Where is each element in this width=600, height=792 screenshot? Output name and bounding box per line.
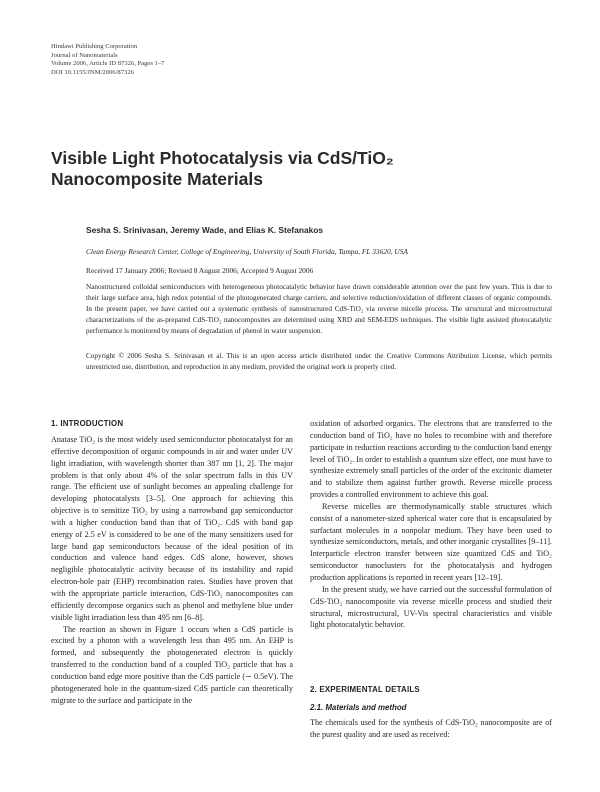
publisher-line: Hindawi Publishing Corporation bbox=[51, 43, 138, 50]
subsection-2-1-heading: 2.1. Materials and method bbox=[310, 703, 407, 712]
methods-text bbox=[310, 717, 552, 741]
intro-paragraph-4: Reverse micelles are thermodynamically stable structures which consist of a nanometer-sized spherical water core that is encapsulated by surfactant molecules in a nonpolar medium. They have been used to synthesize semiconductors, metals, and other inorganic crystallites [9–11]. Interparticle electron transfer between size quantized CdS and TiO₂ semiconductor nanoclusters for the photocatalysis and hydrogen production applications is reported in recent years [12–19]. bbox=[310, 501, 552, 582]
title-line-1: Visible Light Photocatalysis via CdS/TiO₂ bbox=[51, 148, 394, 168]
subsection-2-1 bbox=[310, 702, 552, 714]
intro-paragraph-5: In the present study, we have carried out the successful formulation of CdS-TiO₂ nanocomposite via reverse micelle process and studied their structural, microstructural, UV-Vis spectral characteristics and visible light photocatalytic behavior. bbox=[310, 584, 552, 630]
intro-paragraphs-left bbox=[51, 434, 293, 706]
paper-title bbox=[51, 148, 531, 190]
section-1-heading: 1. INTRODUCTION bbox=[51, 419, 124, 428]
journal-line: Journal of Nanomaterials bbox=[51, 51, 118, 59]
right-column bbox=[310, 418, 552, 631]
doi-line: DOI 10.1155/JNM/2006/87326 bbox=[51, 68, 134, 76]
section-2-heading: 2. EXPERIMENTAL DETAILS bbox=[310, 685, 420, 694]
affiliation: Clean Energy Research Center, College of Engineering, University of South Florida, Tampa, FL 33620, USA bbox=[86, 247, 408, 256]
abstract: Nanostructured colloidal semiconductors with heterogeneous photocatalytic behavior have drawn considerable attention over the past few years. This is due to their large surface area, high redox potential of the photogenerated charge carriers, and selective reduction/oxidation of different classes of organic compounds. In the present paper, we have carried out a systematic synthesis of nanostructured CdS-TiO₂ via reverse micelle process. The structural and microstructural characterizations of the as-prepared CdS-TiO₂ nanocomposites are determined using XRD and SEM-EDS techniques. The visible light assisted photocatalytic performance is monitored by means of degradation of phenol in water suspension. bbox=[86, 283, 552, 335]
intro-paragraph-3: oxidation of adsorbed organics. The electrons that are transferred to the conduction band of TiO₂ have no holes to recombine with and therefore participate in reduction reactions according to the conduction band energy level of TiO₂. In order to establish a quantum size effect, one must have to synthesize extremely small particles of the order of the excitonic diameter and to stabilize them against further growth. Reverse micelle process provides a controlled environment to achieve this goal. bbox=[310, 419, 552, 500]
left-column bbox=[51, 418, 293, 430]
title-line-2: Nanocomposite Materials bbox=[51, 169, 263, 189]
section-2 bbox=[310, 684, 552, 696]
volume-line: Volume 2006, Article ID 87326, Pages 1–7 bbox=[51, 60, 165, 68]
journal-header bbox=[51, 43, 164, 77]
copyright-notice: Copyright © 2006 Sesha S. Srinivasan et al. This is an open access article distributed under the Creative Commons Attribution License, which permits unrestricted use, distribution, and reproduction in any medium, provided the original work is properly cited. bbox=[86, 352, 552, 371]
author-list: Sesha S. Srinivasan, Jeremy Wade, and Elias K. Stefanakos bbox=[86, 225, 324, 235]
intro-paragraph-1: Anatase TiO₂ is the most widely used semiconductor photocatalyst for an effective decomposition of organic compounds in air and water under UV light irradiation, with wavelength shorter than 387 nm [1, 2]. The major problem is that only about 4% of the solar spectrum falls in this UV range. The efficient use of sunlight becomes an appealing challenge for developing photocatalysts [3–5]. One approach for achieving this objective is to sensitize TiO₂ by using a narrowband gap semiconductor with a higher conduction band than that of TiO₂. CdS with band gap energy of 2.5 eV is considered to be one of the many sensitizers used for large band gap semiconductors because of the ideal position of its conduction and valence band edges. CdS alone, however, shows negligible photocatalytic activity because of its instability and rapid electron-hole pair (EHP) recombination rates. Studies have proven that with the appropriate particle interaction, CdS-TiO₂ nanocomposites can efficiently decompose organics such as phenol and methylene blue under visible light irradiation less than 495 nm [6–8]. bbox=[51, 435, 293, 622]
submission-dates: Received 17 January 2006; Revised 8 August 2006; Accepted 9 August 2006 bbox=[86, 266, 314, 275]
methods-paragraph-1: The chemicals used for the synthesis of CdS-TiO₂ nanocomposite are of the purest quality and are used as received: bbox=[310, 718, 552, 739]
intro-paragraph-2: The reaction as shown in Figure 1 occurs when a CdS particle is excited by a photon with a wavelength less than 495 nm. An EHP is formed, and subsequently the photogenerated electron is quickly transferred to the conduction band of a coupled TiO₂ particle that has a conduction band edge more positive than the CdS particle (∼ 0.5eV). The photogenerated hole in the quantum-sized CdS particle can theoretically migrate to the surface and participate in the bbox=[51, 624, 293, 705]
